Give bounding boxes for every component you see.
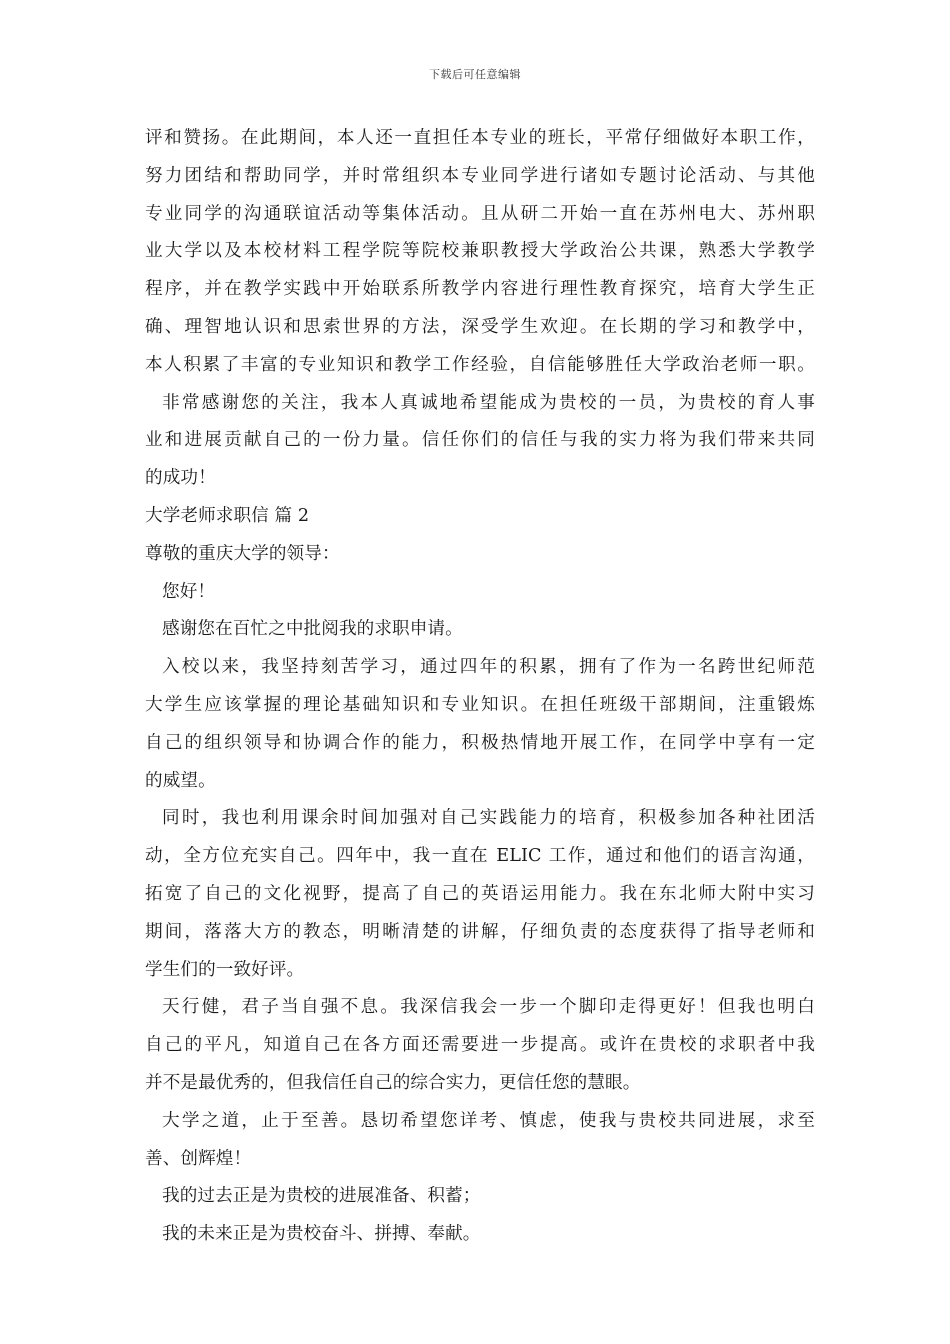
text-line: 期间，落落大方的教态，明晰清楚的讲解，仔细负责的态度获得了指导老师和 bbox=[145, 921, 815, 942]
text-line: 大学生应该掌握的理论基础知识和专业知识。在担任班级干部期间，注重锻炼 bbox=[145, 694, 815, 715]
text-line: 大学之道，止于至善。恳切希望您详考、慎虑，使我与贵校共同进展，求至 bbox=[162, 1110, 815, 1131]
text-line: 的威望。 bbox=[145, 770, 216, 791]
text-line: 同时，我也利用课余时间加强对自己实践能力的培育，积极参加各种社团活 bbox=[162, 808, 815, 829]
letter-body bbox=[145, 120, 815, 1254]
text-line: 尊敬的重庆大学的领导： bbox=[145, 543, 340, 564]
text-line: 我的未来正是为贵校奋斗、拼搏、奉献。 bbox=[162, 1224, 481, 1245]
text-line: 拓宽了自己的文化视野，提高了自己的英语运用能力。我在东北师大附中实习 bbox=[145, 883, 815, 904]
text-line: 感谢您在百忙之中批阅我的求职申请。 bbox=[162, 619, 463, 640]
text-line: 自己的平凡，知道自己在各方面还需要进一步提高。或许在贵校的求职者中我 bbox=[145, 1035, 815, 1056]
text-line: 确、理智地认识和思索世界的方法，深受学生欢迎。在长期的学习和教学中， bbox=[145, 316, 815, 337]
text-line: 专业同学的沟通联谊活动等集体活动。且从研二开始一直在苏州电大、苏州职 bbox=[145, 203, 815, 224]
text-line: 学生们的一致好评。 bbox=[145, 959, 305, 980]
text-line: 并不是最优秀的，但我信任自己的综合实力，更信任您的慧眼。 bbox=[145, 1072, 641, 1093]
text-line: 努力团结和帮助同学，并时常组织本专业同学进行诸如专题讨论活动、与其他 bbox=[145, 165, 815, 186]
text-line: 本人积累了丰富的专业知识和教学工作经验，自信能够胜任大学政治老师一职。 bbox=[145, 354, 815, 375]
text-line: 我的过去正是为贵校的进展准备、积蓄； bbox=[162, 1186, 481, 1207]
text-line: 善、创辉煌！ bbox=[145, 1148, 252, 1169]
text-line: 业大学以及本校材料工程学院等院校兼职教授大学政治公共课，熟悉大学教学 bbox=[145, 241, 815, 262]
text-line: 您好！ bbox=[162, 581, 216, 602]
text-line: 入校以来，我坚持刻苦学习，通过四年的积累，拥有了作为一名跨世纪师范 bbox=[162, 657, 815, 678]
text-line: 的成功！ bbox=[145, 468, 216, 489]
text-line: 大学老师求职信 篇 2 bbox=[145, 505, 310, 526]
text-line: 天行健，君子当自强不息。我深信我会一步一个脚印走得更好！但我也明白 bbox=[162, 997, 815, 1018]
text-line: 程序，并在教学实践中开始联系所教学内容进行理性教育探究，培育大学生正 bbox=[145, 279, 815, 300]
text-line: 业和进展贡献自己的一份力量。信任你们的信任与我的实力将为我们带来共同 bbox=[145, 430, 815, 451]
text-line: 评和赞扬。在此期间，本人还一直担任本专业的班长，平常仔细做好本职工作， bbox=[145, 128, 815, 148]
text-line: 动，全方位充实自己。四年中，我一直在 ELIC 工作，通过和他们的语言沟通， bbox=[145, 846, 815, 867]
text-line: 自己的组织领导和协调合作的能力，积极热情地开展工作，在同学中享有一定 bbox=[145, 732, 815, 753]
page-header: 下载后可任意编辑 bbox=[429, 68, 521, 81]
text-line: 非常感谢您的关注，我本人真诚地希望能成为贵校的一员，为贵校的育人事 bbox=[162, 392, 815, 413]
